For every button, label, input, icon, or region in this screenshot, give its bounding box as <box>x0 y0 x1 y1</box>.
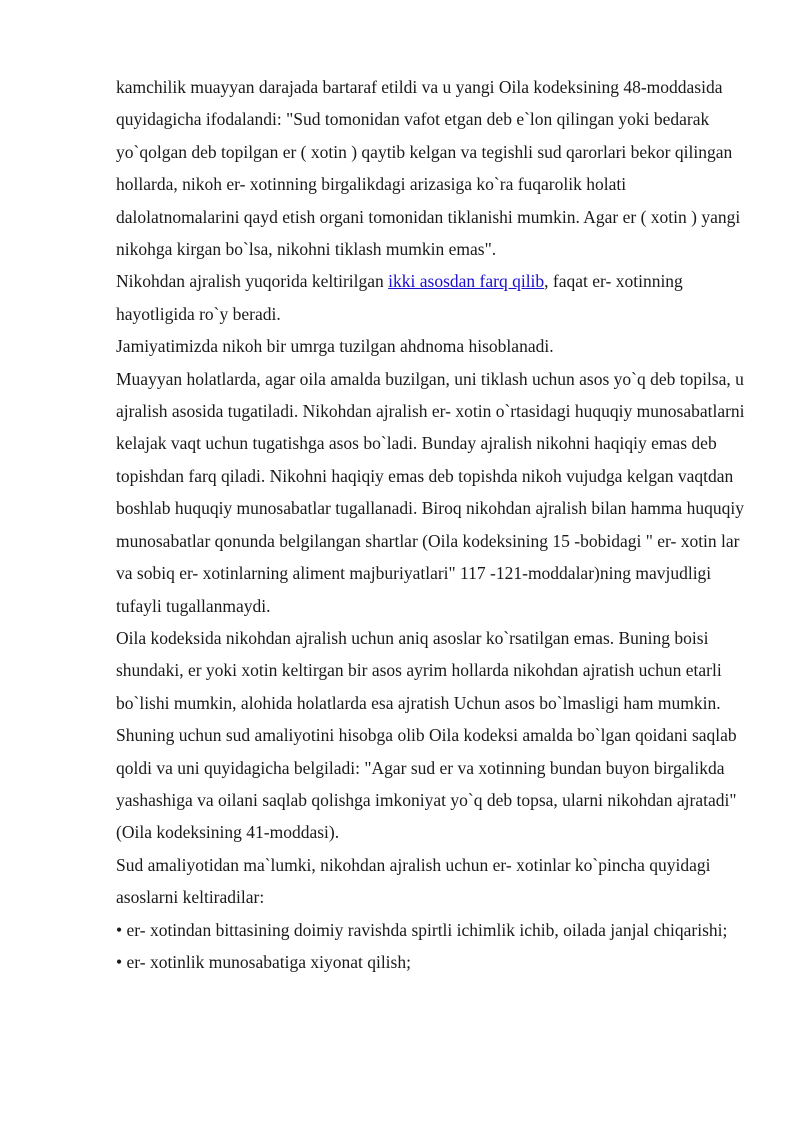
bullet-item: • er- xotindan bittasining doimiy ravishda spirtli ichimlik ichib, oilada janjal chiqarishi; <box>116 919 728 940</box>
paragraph-1: kamchilik muayyan darajada bartaraf etildi va u yangi Oila kodeksining 48-moddasida quyidagicha ifodalandi: "Sud tomonidan vafot etgan deb e`lon qilingan yoki bedarak yo`qolgan deb topilgan er ( xotin ) qaytib kelgan va tegishli sud qarorlari bekor qilingan hollarda, nikoh er- xotinning birgalikdagi arizasiga ko`ra fuqarolik holati dalolatnomalarini qayd etish organi tomonidan tiklanishi mumkin. Agar er ( xotin ) yangi nikohga kirgan bo`lsa, nikohni tiklash mumkin emas". <box>116 77 741 260</box>
paragraph-4: Muayyan holatlarda, agar oila amalda buzilgan, uni tiklash uchun asos yo`q deb topilsa, u ajralish asosida tugatiladi. Nikohdan ajralish er- xotin o`rtasidagi huquqiy munosabatlarni kelajak vaqt uchun tugatishga asos bo`ladi. Bunday ajralish nikohni haqiqiy emas deb topishdan farq qiladi. Nikohni haqiqiy emas deb topishda nikoh vujudga kelgan vaqtdan boshlab huquqiy munosabatlar tugallanadi. Biroq nikohdan ajralish bilan hamma huquqiy munosabatlar qonunda belgilangan shartlar (Oila kodeksining 15 -bobidagi " er- xotin lar va sobiq er- xotinlarning aliment majburiyatlari" 117 -121-moddalar)ning mavjudligi tufayli tugallanmaydi. <box>116 368 745 616</box>
paragraph-2-end: , faqat er- xotinning hayotligida ro`y beradi. <box>116 271 683 324</box>
paragraph-3: Jamiyatimizda nikoh bir umrga tuzilgan ahdnoma hisoblanadi. <box>116 336 554 357</box>
document-page <box>116 71 746 978</box>
paragraph-6: Sud amaliyotidan ma`lumki, nikohdan ajralish uchun er- xotinlar ko`pincha quyidagi asoslarni keltiradilar: <box>116 854 711 908</box>
paragraph-2-start: Nikohdan ajralish yuqorida keltirilgan <box>116 271 389 292</box>
bullet-item: • er- xotinlik munosabatiga xiyonat qilish; <box>116 951 411 972</box>
hyperlink[interactable]: ikki asosdan farq qilib <box>388 271 545 292</box>
paragraph-5: Oila kodeksida nikohdan ajralish uchun aniq asoslar ko`rsatilgan emas. Buning boisi shundaki, er yoki xotin keltirgan bir asos ayrim hollarda nikohdan ajratish uchun etarli bo`lishi mumkin, alohida holatlarda esa ajratish Uchun asos bo`lmasligi ham mumkin. Shuning uchun sud amaliyotini hisobga olib Oila kodeksi amalda bo`lgan qoidani saqlab qoldi va uni quyidagicha belgiladi: "Agar sud er va xotinning bundan buyon birgalikda yashashiga va oilani saqlab qolishga imkoniyat yo`q deb topsa, ularni nikohdan ajratadi" (Oila kodeksining 41-moddasi). <box>116 627 737 843</box>
paragraph-2 <box>116 265 746 330</box>
